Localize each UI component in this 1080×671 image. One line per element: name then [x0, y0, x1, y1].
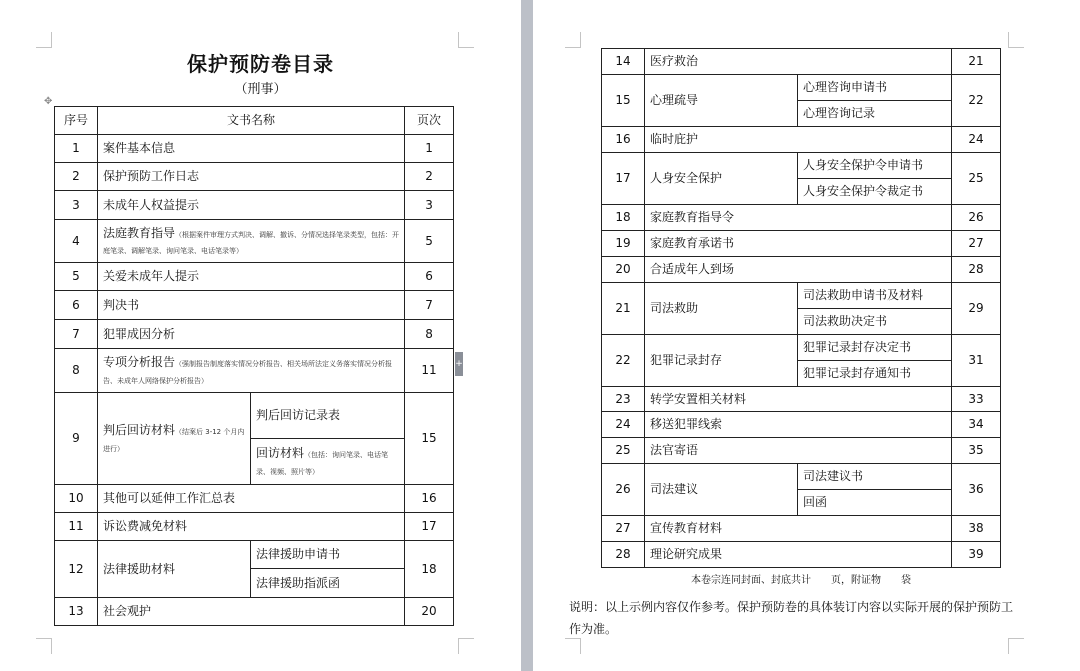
row-title	[645, 49, 952, 75]
row-page: 5	[405, 220, 454, 263]
row-title	[98, 541, 251, 598]
row-seq: 7	[55, 320, 98, 349]
row-seq: 25	[602, 438, 645, 464]
sub-item-text: 判后回访记录表	[256, 408, 341, 423]
table-row	[602, 387, 1001, 412]
table-row	[602, 542, 1001, 568]
row-seq: 1	[55, 135, 98, 163]
table-row	[602, 231, 1001, 257]
row-seq: 14	[602, 49, 645, 75]
sub-item	[798, 283, 952, 309]
catalog-table-left	[54, 106, 454, 626]
row-seq: 3	[55, 191, 98, 220]
row-title-text: 判后回访材料	[103, 423, 176, 438]
table-row	[602, 516, 1001, 542]
table-resize-handle-icon[interactable]: +	[455, 352, 463, 376]
page-title: 保护预防卷目录	[187, 52, 334, 76]
header-cell: 序号	[55, 107, 98, 135]
remark-text: 说明：以上示例内容仅作参考。保护预防卷的具体装订内容以实际开展的保护预防工作为准。	[569, 600, 1014, 636]
table-row	[602, 412, 1001, 438]
table-header-row	[55, 107, 454, 135]
volume-footer-note: 本卷宗连同封面、封底共计 页，附证物 袋	[691, 575, 911, 586]
row-seq: 26	[602, 464, 645, 516]
row-title-text: 家庭教育指导令	[650, 210, 735, 225]
row-seq: 10	[55, 485, 98, 513]
sub-item-text: 犯罪记录封存通知书	[803, 366, 912, 381]
table-row	[55, 349, 454, 393]
row-seq: 23	[602, 387, 645, 412]
table-row	[602, 153, 1001, 179]
row-page: 36	[952, 464, 1001, 516]
row-title	[98, 135, 405, 163]
row-page: 26	[952, 205, 1001, 231]
row-title	[645, 438, 952, 464]
row-title	[645, 257, 952, 283]
row-seq: 5	[55, 263, 98, 291]
row-title	[98, 263, 405, 291]
row-title	[645, 335, 798, 387]
row-seq: 8	[55, 349, 98, 393]
margin-corner	[458, 638, 474, 654]
row-title	[645, 75, 798, 127]
sub-item	[798, 490, 952, 516]
sub-item-text: 人身安全保护令裁定书	[803, 184, 924, 199]
row-title-text: 犯罪成因分析	[103, 326, 176, 341]
row-title-text: 专项分析报告	[103, 355, 176, 370]
row-title-text: 诉讼费减免材料	[103, 519, 188, 534]
table-row	[602, 127, 1001, 153]
sub-item	[798, 179, 952, 205]
row-title-note: （强制报告制度落实情况分析报告、相关场所法定义务落实情况分析报告、未成年人网络保护分析报告）	[103, 360, 393, 385]
row-seq: 2	[55, 163, 98, 191]
catalog-table-right	[601, 48, 1001, 568]
row-title	[645, 387, 952, 412]
sub-item-text: 司法救助申请书及材料	[803, 288, 924, 303]
row-page: 8	[405, 320, 454, 349]
table-row	[55, 263, 454, 291]
row-seq: 13	[55, 598, 98, 626]
row-title-text: 法律援助材料	[103, 561, 176, 576]
table-row	[55, 393, 454, 439]
page-subtitle: （刑事）	[234, 82, 287, 97]
row-title	[645, 412, 952, 438]
row-seq: 16	[602, 127, 645, 153]
row-title-text: 判决书	[103, 297, 140, 312]
row-page: 38	[952, 516, 1001, 542]
row-title	[645, 153, 798, 205]
row-title	[98, 485, 405, 513]
table-row	[602, 205, 1001, 231]
row-title-text: 转学安置相关材料	[650, 391, 747, 406]
row-title	[98, 291, 405, 320]
row-title	[645, 283, 798, 335]
row-title-note: （根据案件审理方式判决、调解、撤诉、分情况选择笔录类型，包括：开庭笔录、调解笔录、询问笔录、电话笔录等）	[103, 230, 400, 255]
row-title-text: 司法建议	[650, 482, 699, 497]
row-page: 20	[405, 598, 454, 626]
row-seq: 27	[602, 516, 645, 542]
document-page-1	[0, 0, 521, 671]
row-title-text: 社会观护	[103, 604, 152, 619]
row-title	[98, 349, 405, 393]
table-row	[602, 49, 1001, 75]
table-move-handle-icon[interactable]: ✥	[44, 96, 53, 107]
sub-item	[798, 464, 952, 490]
table-row	[55, 220, 454, 263]
row-page: 16	[405, 485, 454, 513]
margin-corner	[565, 32, 581, 48]
row-title-text: 心理疏导	[650, 93, 699, 108]
sub-item	[251, 541, 405, 569]
row-seq: 11	[55, 513, 98, 541]
row-page: 11	[405, 349, 454, 393]
table-row	[602, 75, 1001, 101]
row-title-text: 人身安全保护	[650, 171, 723, 186]
table-row	[55, 541, 454, 569]
row-title-note: （结案后 3-12 个月内进行）	[103, 428, 245, 453]
row-title	[98, 513, 405, 541]
row-title-text: 法官寄语	[650, 443, 699, 458]
margin-corner	[1008, 638, 1024, 654]
table-row	[55, 513, 454, 541]
sub-item-text: 回函	[803, 495, 828, 510]
row-seq: 22	[602, 335, 645, 387]
row-page: 34	[952, 412, 1001, 438]
row-seq: 21	[602, 283, 645, 335]
table-row	[55, 135, 454, 163]
margin-corner	[565, 638, 581, 654]
row-seq: 17	[602, 153, 645, 205]
sub-item	[251, 439, 405, 485]
table-row	[55, 598, 454, 626]
row-title-text: 移送犯罪线索	[650, 417, 723, 432]
table-row	[602, 335, 1001, 361]
row-title	[98, 191, 405, 220]
row-page: 18	[405, 541, 454, 598]
row-seq: 28	[602, 542, 645, 568]
sub-item-text: 司法救助决定书	[803, 314, 888, 329]
table-row	[602, 257, 1001, 283]
row-title	[645, 205, 952, 231]
sub-item	[798, 335, 952, 361]
row-title	[645, 231, 952, 257]
row-title	[98, 163, 405, 191]
row-title-text: 临时庇护	[650, 132, 699, 147]
row-seq: 24	[602, 412, 645, 438]
sub-item-text: 心理咨询记录	[803, 106, 876, 121]
row-title-text: 法庭教育指导	[103, 225, 176, 240]
row-title-text: 宣传教育材料	[650, 521, 723, 536]
row-page: 33	[952, 387, 1001, 412]
row-title-text: 案件基本信息	[103, 141, 176, 156]
row-title	[98, 220, 405, 263]
row-seq: 19	[602, 231, 645, 257]
row-page: 1	[405, 135, 454, 163]
sub-item-note: （包括：询问笔录、电话笔录、视频、照片等）	[256, 451, 389, 476]
row-seq: 12	[55, 541, 98, 598]
row-title-text: 理论研究成果	[650, 547, 723, 562]
document-page-2	[533, 0, 1080, 671]
row-seq: 18	[602, 205, 645, 231]
sub-item	[251, 569, 405, 598]
row-title-text: 医疗救治	[650, 54, 699, 69]
table-row	[602, 464, 1001, 490]
row-title-text: 未成年人权益提示	[103, 197, 200, 212]
row-title-text: 其他可以延伸工作汇总表	[103, 491, 236, 506]
header-cell: 页次	[405, 107, 454, 135]
table-row	[55, 320, 454, 349]
row-seq: 9	[55, 393, 98, 485]
row-title	[645, 464, 798, 516]
row-page: 35	[952, 438, 1001, 464]
row-title-text: 合适成年人到场	[650, 262, 735, 277]
row-page: 39	[952, 542, 1001, 568]
row-page: 25	[952, 153, 1001, 205]
table-row	[55, 291, 454, 320]
row-page: 24	[952, 127, 1001, 153]
row-page: 17	[405, 513, 454, 541]
sub-item-text: 法律援助申请书	[256, 547, 341, 562]
row-title	[645, 542, 952, 568]
row-title-text: 司法救助	[650, 301, 699, 316]
sub-item	[798, 361, 952, 387]
sub-item	[798, 153, 952, 179]
row-title	[98, 320, 405, 349]
sub-item-text: 法律援助指派函	[256, 575, 341, 590]
sub-item-text: 人身安全保护令申请书	[803, 158, 924, 173]
row-page: 3	[405, 191, 454, 220]
margin-corner	[458, 32, 474, 48]
row-title-text: 家庭教育承诺书	[650, 236, 735, 251]
sub-item-text: 回访材料	[256, 446, 305, 461]
sub-item	[798, 101, 952, 127]
table-row	[602, 283, 1001, 309]
row-title	[98, 393, 251, 485]
row-seq: 20	[602, 257, 645, 283]
row-page: 7	[405, 291, 454, 320]
row-title-text: 保护预防工作日志	[103, 169, 200, 184]
row-page: 29	[952, 283, 1001, 335]
row-seq: 4	[55, 220, 98, 263]
row-page: 27	[952, 231, 1001, 257]
table-row	[55, 485, 454, 513]
sub-item	[798, 309, 952, 335]
sub-item	[251, 393, 405, 439]
row-seq: 6	[55, 291, 98, 320]
table-row	[602, 438, 1001, 464]
row-page: 28	[952, 257, 1001, 283]
margin-corner	[36, 638, 52, 654]
table-row	[55, 191, 454, 220]
row-title-text: 关爱未成年人提示	[103, 269, 200, 284]
sub-item-text: 犯罪记录封存决定书	[803, 340, 912, 355]
row-title	[645, 516, 952, 542]
row-page: 31	[952, 335, 1001, 387]
margin-corner	[36, 32, 52, 48]
row-page: 22	[952, 75, 1001, 127]
sub-item-text: 司法建议书	[803, 469, 864, 484]
row-page: 15	[405, 393, 454, 485]
row-page: 2	[405, 163, 454, 191]
row-title	[98, 598, 405, 626]
sub-item	[798, 75, 952, 101]
table-row	[55, 163, 454, 191]
row-page: 21	[952, 49, 1001, 75]
sub-item-text: 心理咨询申请书	[803, 80, 888, 95]
header-cell: 文书名称	[98, 107, 405, 135]
row-title-text: 犯罪记录封存	[650, 353, 723, 368]
row-page: 6	[405, 263, 454, 291]
margin-corner	[1008, 32, 1024, 48]
row-title	[645, 127, 952, 153]
row-seq: 15	[602, 75, 645, 127]
